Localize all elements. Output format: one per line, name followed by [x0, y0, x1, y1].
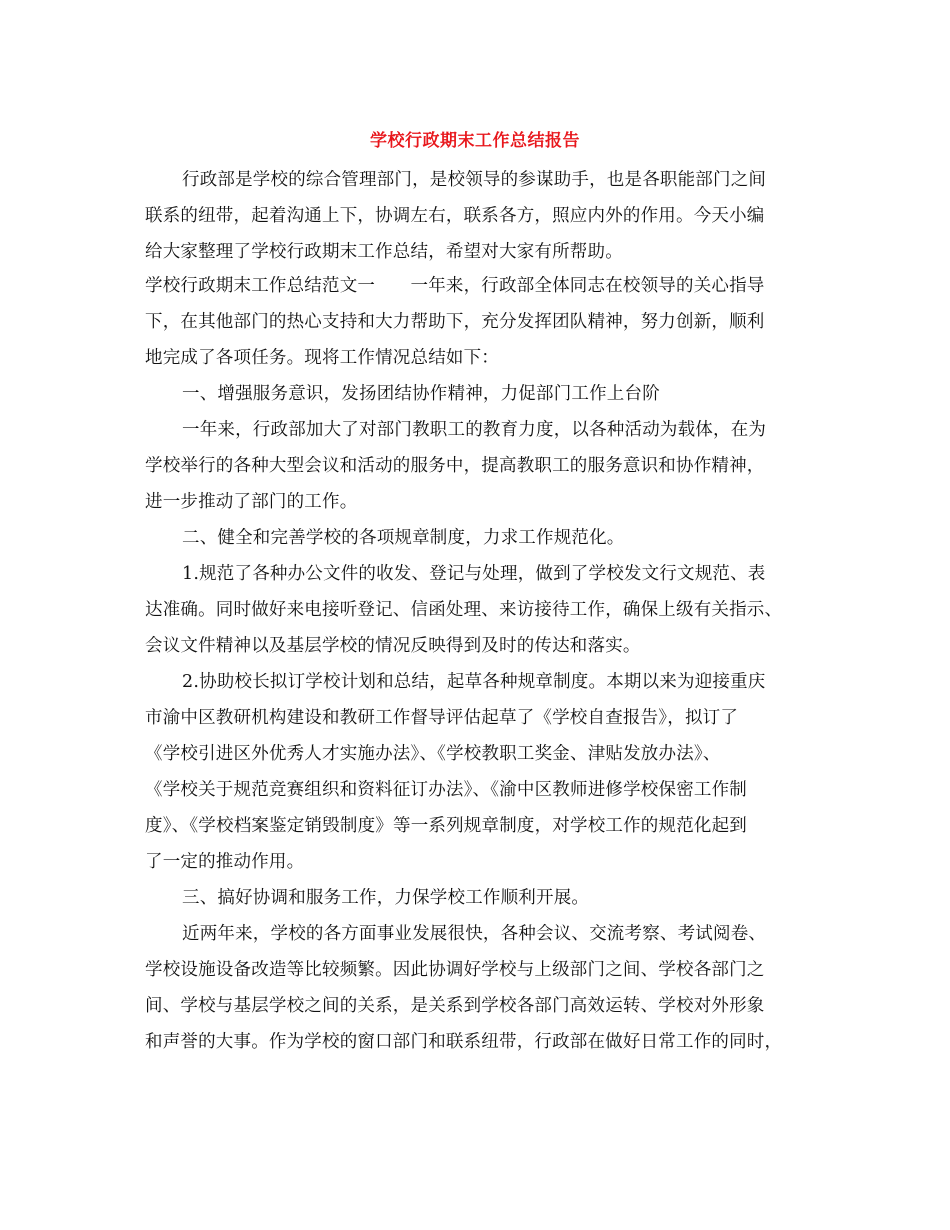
paragraph-line: 1.规范了各种办公文件的收发、登记与处理，做到了学校发文行文规范、表	[182, 564, 766, 584]
paragraph-line: 间、学校与基层学校之间的关系，是关系到学校各部门高效运转、学校对外形象	[145, 996, 765, 1016]
paragraph-line: 近两年来，学校的各方面事业发展很快，各种会议、交流考察、考试阅卷、	[182, 924, 767, 944]
section-heading: 三、搞好协调和服务工作，力保学校工作顺利开展。	[182, 888, 590, 908]
paragraph-line: 《学校关于规范竞赛组织和资料征订办法》、《渝中区教师进修学校保密工作制	[145, 780, 747, 800]
paragraph-line: 下，在其他部门的热心支持和大力帮助下，充分发挥团队精神，努力创新，顺利	[145, 312, 765, 332]
paragraph-line: 进一步推动了部门的工作。	[145, 492, 358, 512]
document-title: 学校行政期末工作总结报告	[370, 131, 580, 151]
paragraph-line: 2.协助校长拟订学校计划和总结，起草各种规章制度。本期以来为迎接重庆	[182, 672, 766, 692]
paragraph-line: 会议文件精神以及基层学校的情况反映得到及时的传达和落实。	[145, 636, 641, 656]
paragraph-line: 学校设施设备改造等比较频繁。因此协调好学校与上级部门之间、学校各部门之	[145, 960, 765, 980]
paragraph-line: 给大家整理了学校行政期末工作总结，希望对大家有所帮助。	[145, 242, 623, 262]
paragraph-line: 学校举行的各种大型会议和活动的服务中，提高教职工的服务意识和协作精神，	[145, 456, 765, 476]
paragraph-line: 一年来，行政部加大了对部门教职工的教育力度，以各种活动为载体，在为	[182, 420, 767, 440]
paragraph-line: 达准确。同时做好来电接听登记、信函处理、来访接待工作，确保上级有关指示、	[145, 600, 783, 620]
paragraph-line: 《学校引进区外优秀人才实施办法》、《学校教职工奖金、津贴发放办法》、	[145, 744, 721, 764]
paragraph-line: 度》、《学校档案鉴定销毁制度》等一系列规章制度，对学校工作的规范化起到	[145, 816, 747, 836]
paragraph-line: 联系的纽带，起着沟通上下，协调左右，联系各方，照应内外的作用。今天小编	[145, 206, 765, 226]
section-heading: 二、健全和完善学校的各项规章制度，力求工作规范化。	[182, 528, 625, 548]
paragraph-line: 行政部是学校的综合管理部门，是校领导的参谋助手，也是各职能部门之间	[182, 170, 767, 190]
paragraph-line: 市渝中区教研机构建设和教研工作督导评估起草了《学校自查报告》，拟订了	[145, 708, 739, 728]
paragraph-line: 地完成了各项任务。现将工作情况总结如下：	[145, 348, 499, 368]
paragraph-line: 学校行政期末工作总结范文一 一年来，行政部全体同志在校领导的关心指导	[145, 276, 765, 296]
paragraph-line: 和声誉的大事。作为学校的窗口部门和联系纽带，行政部在做好日常工作的同时，	[145, 1032, 783, 1052]
paragraph-line: 了一定的推动作用。	[145, 852, 305, 872]
section-heading: 一、增强服务意识，发扬团结协作精神，力促部门工作上台阶	[182, 384, 660, 404]
